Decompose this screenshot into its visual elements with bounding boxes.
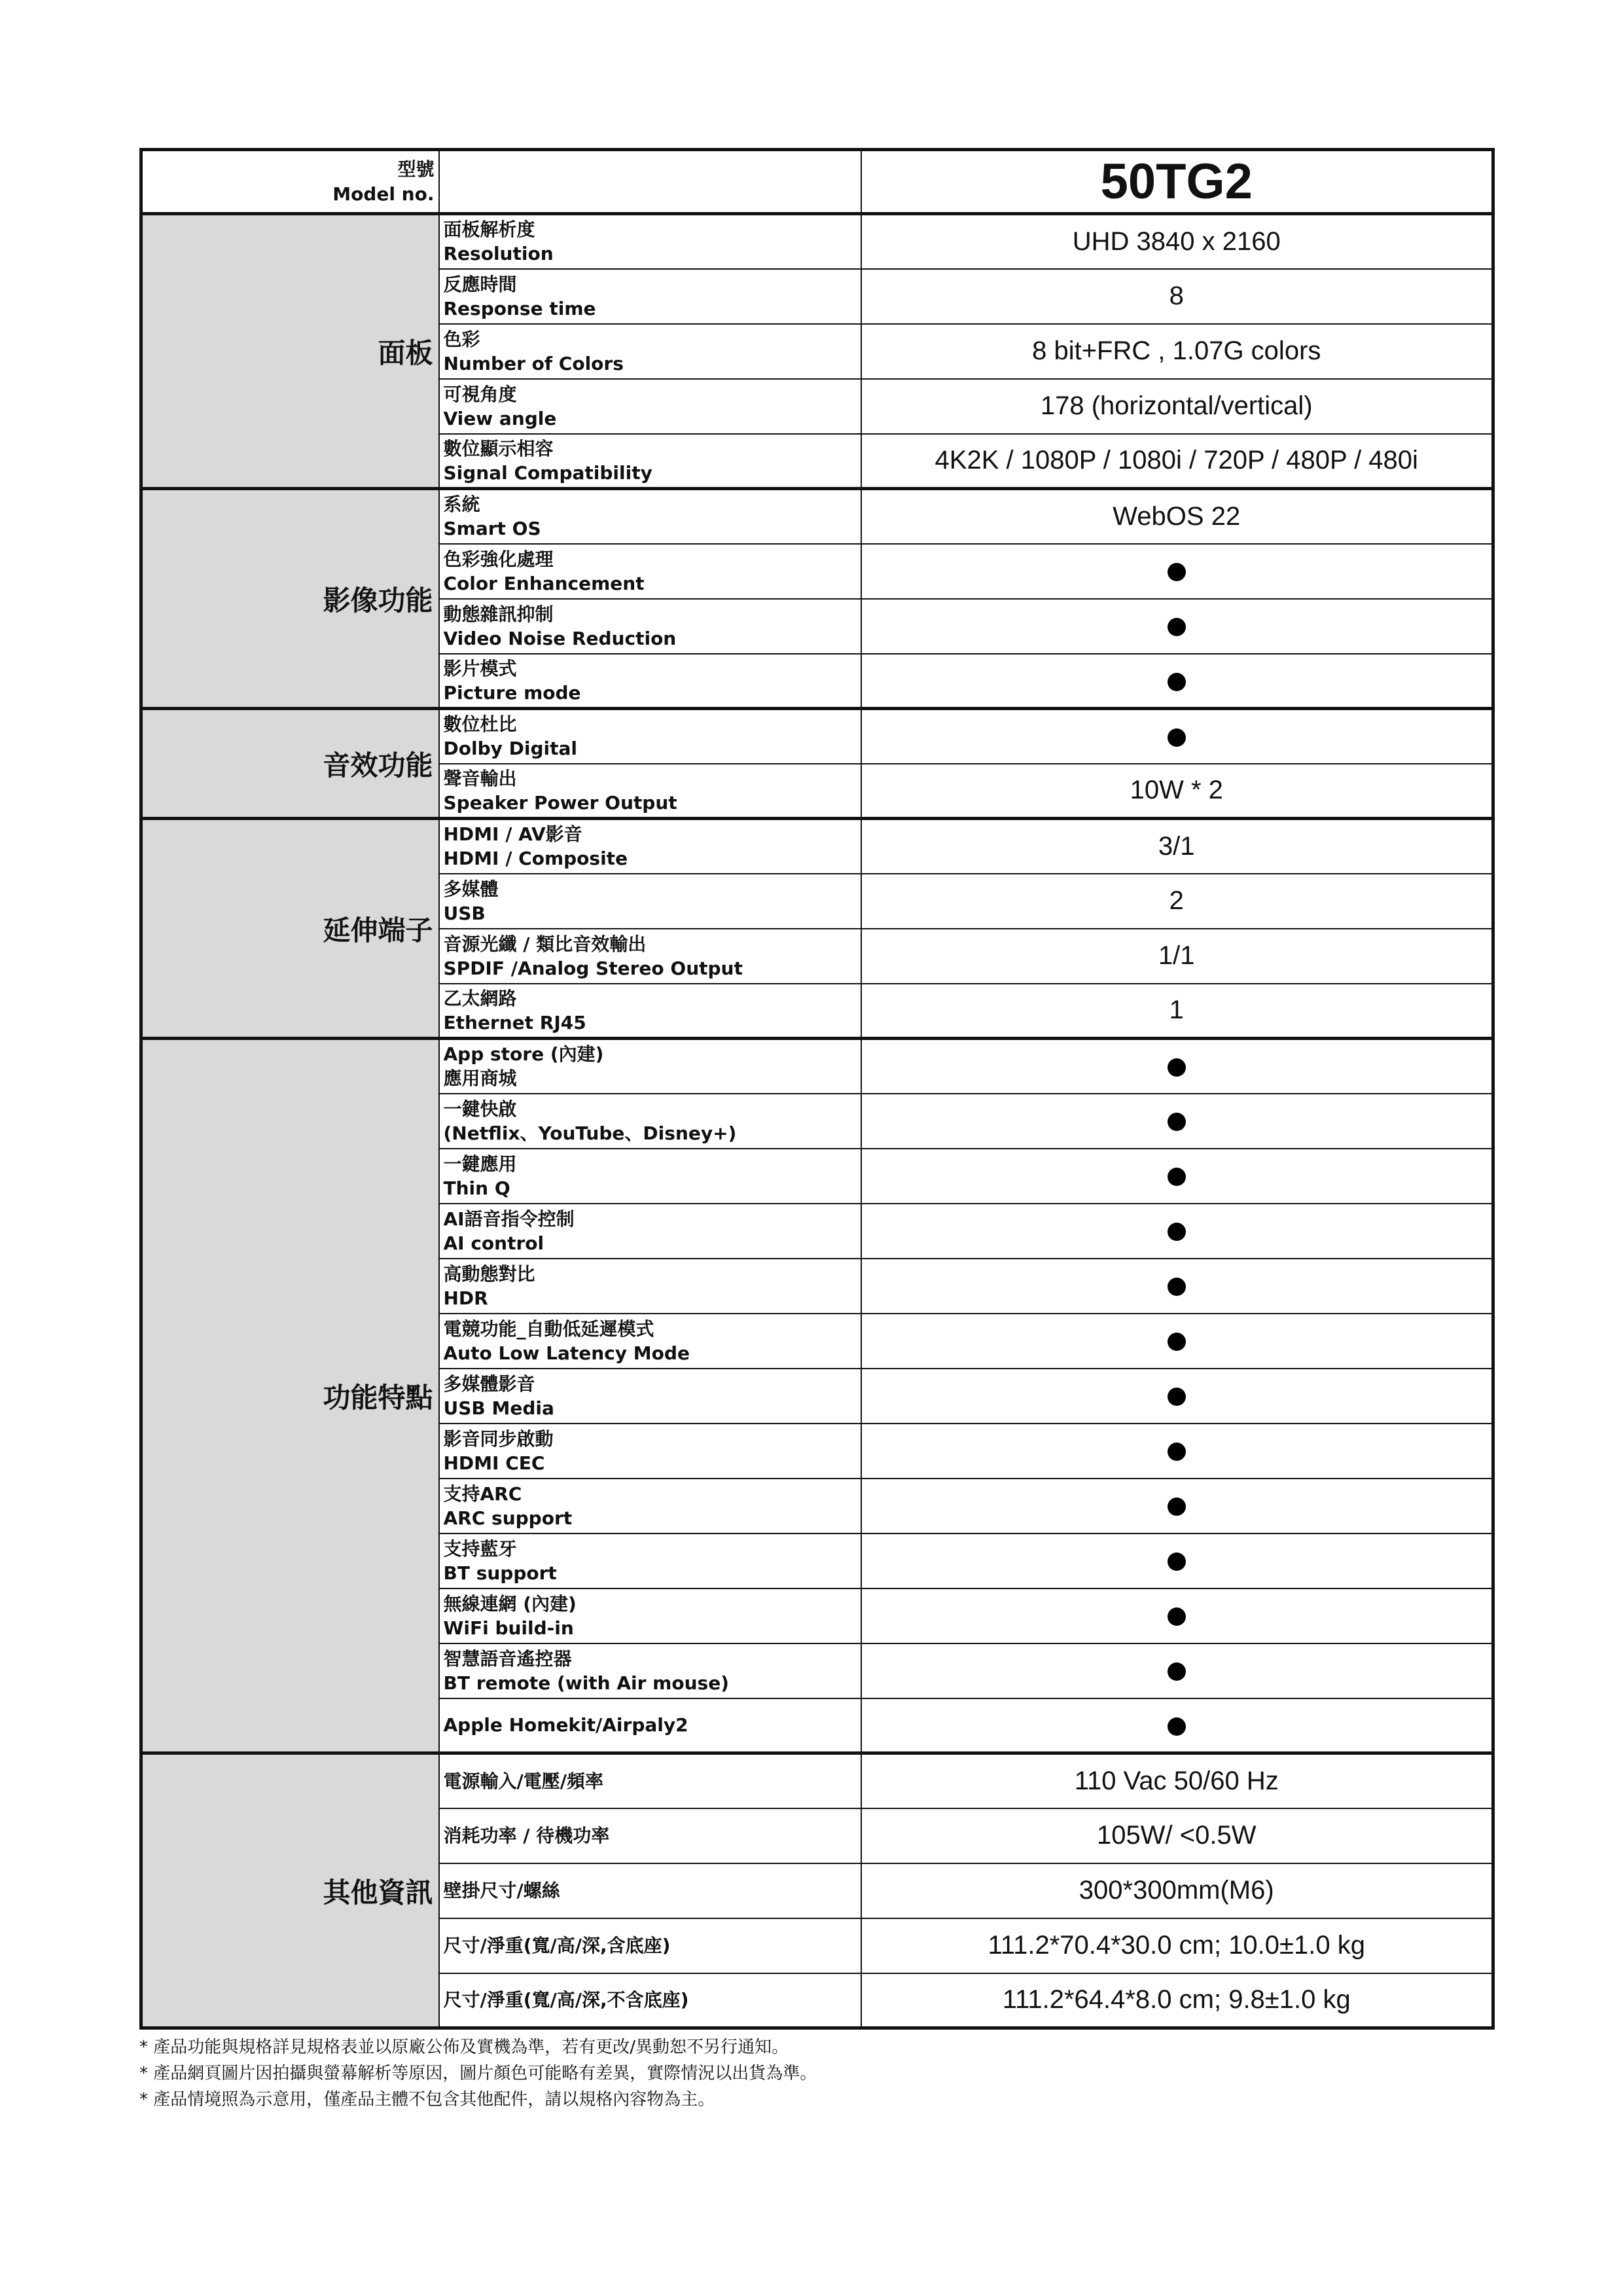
feature-cell bbox=[439, 599, 861, 654]
feature-name-zh: 反應時間 bbox=[443, 273, 517, 295]
feature-name-zh: 電源輸入/電壓/頻率 bbox=[443, 1770, 603, 1792]
feature-cell bbox=[439, 1808, 861, 1863]
footnotes bbox=[139, 2034, 1491, 2113]
model-header-row bbox=[141, 150, 1493, 214]
feature-name-zh: 影音同步啟動 bbox=[443, 1427, 554, 1450]
feature-cell bbox=[439, 929, 861, 984]
feature-cell bbox=[439, 1643, 861, 1698]
feature-name-en: Auto Low Latency Mode bbox=[443, 1342, 690, 1364]
feature-name-zh: 聲音輸出 bbox=[443, 767, 517, 789]
feature-name-zh: HDMI / AV影音 bbox=[443, 823, 582, 846]
supported-dot-icon bbox=[1168, 1333, 1186, 1351]
feature-name-zh: 電競功能_自動低延遲模式 bbox=[443, 1318, 654, 1340]
feature-name-en: Signal Compatibility bbox=[443, 461, 652, 484]
feature-name-zh: 數位顯示相容 bbox=[443, 437, 554, 459]
feature-name-en: HDR bbox=[443, 1287, 488, 1309]
feature-name-zh: 數位杜比 bbox=[443, 713, 517, 736]
feature-name-en: Apple Homekit/Airpaly2 bbox=[443, 1714, 688, 1736]
feature-name-en: Color Enhancement bbox=[443, 572, 645, 594]
spec-value: 3/1 bbox=[861, 819, 1493, 874]
footnote: * 產品情境照為示意用，僅產品主體不包含其他配件，請以規格內容物為主。 bbox=[139, 2090, 715, 2109]
feature-name-en: 應用商城 bbox=[443, 1067, 517, 1090]
model-blank-cell bbox=[439, 150, 861, 214]
feature-cell bbox=[439, 489, 861, 544]
feature-name-en: Resolution bbox=[443, 243, 554, 265]
feature-cell bbox=[439, 874, 861, 929]
category-label: 面板 bbox=[141, 214, 439, 489]
spec-row bbox=[141, 489, 1493, 544]
spec-value bbox=[861, 1534, 1493, 1588]
feature-cell bbox=[439, 1534, 861, 1588]
feature-cell bbox=[439, 1259, 861, 1314]
supported-dot-icon bbox=[1168, 1113, 1186, 1131]
feature-cell bbox=[439, 1973, 861, 2028]
supported-dot-icon bbox=[1168, 1552, 1186, 1571]
spec-value: UHD 3840 x 2160 bbox=[861, 214, 1493, 269]
feature-name-zh: 智慧語音遙控器 bbox=[443, 1647, 572, 1670]
supported-dot-icon bbox=[1168, 1443, 1186, 1461]
spec-value bbox=[861, 544, 1493, 599]
spec-value bbox=[861, 1698, 1493, 1753]
supported-dot-icon bbox=[1168, 1717, 1186, 1736]
supported-dot-icon bbox=[1168, 1223, 1186, 1241]
spec-value bbox=[861, 599, 1493, 654]
spec-value bbox=[861, 1369, 1493, 1424]
feature-cell bbox=[439, 1314, 861, 1369]
spec-value bbox=[861, 1314, 1493, 1369]
spec-value: 1/1 bbox=[861, 929, 1493, 984]
spec-value bbox=[861, 1588, 1493, 1643]
spec-value bbox=[861, 1204, 1493, 1259]
feature-name-en: AI control bbox=[443, 1232, 544, 1254]
supported-dot-icon bbox=[1168, 1498, 1186, 1516]
feature-name-zh: 無線連網 (內建) bbox=[443, 1592, 577, 1615]
feature-name-en: SPDIF /Analog Stereo Output bbox=[443, 957, 743, 979]
spec-value: 110 Vac 50/60 Hz bbox=[861, 1753, 1493, 1808]
feature-name-zh: App store (內建) bbox=[443, 1043, 604, 1066]
supported-dot-icon bbox=[1168, 1388, 1186, 1406]
spec-row bbox=[141, 214, 1493, 269]
feature-name-en: BT support bbox=[443, 1562, 557, 1584]
feature-name-en: Number of Colors bbox=[443, 352, 624, 374]
feature-cell bbox=[439, 434, 861, 489]
feature-name-en: Picture mode bbox=[443, 681, 581, 704]
feature-name-zh: 系統 bbox=[443, 493, 480, 516]
spec-row bbox=[141, 819, 1493, 874]
spec-value: 1 bbox=[861, 984, 1493, 1039]
feature-cell bbox=[439, 1369, 861, 1424]
feature-name-zh: 多媒體影音 bbox=[443, 1372, 535, 1395]
feature-cell bbox=[439, 379, 861, 434]
feature-name-en: USB Media bbox=[443, 1397, 554, 1419]
feature-name-zh: 可視角度 bbox=[443, 383, 517, 405]
supported-dot-icon bbox=[1168, 618, 1186, 636]
spec-value: 4K2K / 1080P / 1080i / 720P / 480P / 480i bbox=[861, 434, 1493, 489]
spec-value bbox=[861, 1643, 1493, 1698]
feature-cell bbox=[439, 764, 861, 819]
feature-name-en: Thin Q bbox=[443, 1177, 510, 1199]
feature-name-zh: 高動態對比 bbox=[443, 1263, 535, 1285]
supported-dot-icon bbox=[1168, 1607, 1186, 1626]
feature-name-en: Dolby Digital bbox=[443, 738, 577, 760]
footnote: * 產品功能與規格詳見規格表並以原廠公佈及實機為準，若有更改/異動恕不另行通知。 bbox=[139, 2037, 789, 2057]
supported-dot-icon bbox=[1168, 673, 1186, 691]
spec-value: 300*300mm(M6) bbox=[861, 1863, 1493, 1918]
spec-value: 111.2*70.4*30.0 cm; 10.0±1.0 kg bbox=[861, 1918, 1493, 1973]
feature-name-zh: 支持ARC bbox=[443, 1482, 522, 1505]
feature-cell bbox=[439, 1204, 861, 1259]
feature-cell bbox=[439, 1479, 861, 1534]
feature-cell bbox=[439, 214, 861, 269]
feature-name-zh: 多媒體 bbox=[443, 878, 499, 900]
spec-row bbox=[141, 1753, 1493, 1808]
feature-name-zh: 消耗功率 / 待機功率 bbox=[443, 1825, 610, 1846]
feature-name-zh: 色彩 bbox=[443, 328, 480, 350]
spec-value bbox=[861, 1149, 1493, 1204]
feature-cell bbox=[439, 1039, 861, 1094]
feature-name-en: ARC support bbox=[443, 1507, 573, 1529]
spec-value: 8 bit+FRC , 1.07G colors bbox=[861, 324, 1493, 379]
feature-name-en: Smart OS bbox=[443, 518, 541, 540]
spec-value bbox=[861, 1259, 1493, 1314]
spec-value: 8 bbox=[861, 269, 1493, 324]
spec-value bbox=[861, 1094, 1493, 1149]
category-label: 延伸端子 bbox=[141, 819, 439, 1039]
feature-cell bbox=[439, 324, 861, 379]
feature-cell bbox=[439, 1863, 861, 1918]
feature-name-en: View angle bbox=[443, 407, 557, 429]
spec-value: WebOS 22 bbox=[861, 489, 1493, 544]
supported-dot-icon bbox=[1168, 1058, 1186, 1077]
category-label: 其他資訊 bbox=[141, 1753, 439, 2028]
feature-name-zh: 面板解析度 bbox=[443, 219, 535, 241]
feature-cell bbox=[439, 654, 861, 709]
feature-name-en: HDMI CEC bbox=[443, 1452, 545, 1474]
feature-name-zh: 尺寸/淨重(寬/高/深,不含底座) bbox=[443, 1989, 689, 2011]
footnote: * 產品網頁圖片因拍攝與螢幕解析等原因，圖片顏色可能略有差異，實際情況以出貨為準。 bbox=[139, 2064, 817, 2083]
spec-value bbox=[861, 709, 1493, 764]
spec-row bbox=[141, 1039, 1493, 1094]
feature-name-en: Speaker Power Output bbox=[443, 791, 677, 814]
feature-name-en: (Netflix、YouTube、Disney+) bbox=[443, 1122, 737, 1144]
spec-value: 105W/ <0.5W bbox=[861, 1808, 1493, 1863]
spec-value bbox=[861, 1479, 1493, 1534]
feature-cell bbox=[439, 709, 861, 764]
spec-value bbox=[861, 654, 1493, 709]
feature-cell bbox=[439, 1149, 861, 1204]
feature-cell bbox=[439, 984, 861, 1039]
supported-dot-icon bbox=[1168, 1168, 1186, 1186]
feature-name-zh: 壁掛尺寸/螺絲 bbox=[443, 1880, 560, 1901]
feature-name-zh: 影片模式 bbox=[443, 657, 517, 679]
supported-dot-icon bbox=[1168, 1278, 1186, 1296]
feature-cell bbox=[439, 269, 861, 324]
feature-name-en: Ethernet RJ45 bbox=[443, 1011, 586, 1033]
category-label: 影像功能 bbox=[141, 489, 439, 709]
model-number: 50TG2 bbox=[861, 150, 1493, 214]
feature-name-zh: 一鍵快啟 bbox=[443, 1098, 517, 1120]
category-label: 功能特點 bbox=[141, 1039, 439, 1753]
feature-name-en: Response time bbox=[443, 297, 596, 319]
feature-name-en: Video Noise Reduction bbox=[443, 627, 677, 649]
category-label: 音效功能 bbox=[141, 709, 439, 819]
feature-cell bbox=[439, 1094, 861, 1149]
feature-name-zh: 尺寸/淨重(寬/高/深,含底座) bbox=[443, 1935, 671, 1956]
model-label-en: Model no. bbox=[332, 183, 435, 205]
feature-name-zh: 色彩強化處理 bbox=[443, 548, 554, 570]
feature-cell bbox=[439, 1753, 861, 1808]
spec-value: 178 (horizontal/vertical) bbox=[861, 379, 1493, 434]
feature-name-en: WiFi build-in bbox=[443, 1617, 574, 1639]
feature-name-zh: 一鍵應用 bbox=[443, 1153, 517, 1175]
supported-dot-icon bbox=[1168, 563, 1186, 581]
feature-cell bbox=[439, 544, 861, 599]
feature-name-zh: 音源光纖 / 類比音效輸出 bbox=[443, 933, 647, 955]
supported-dot-icon bbox=[1168, 728, 1186, 747]
supported-dot-icon bbox=[1168, 1662, 1186, 1681]
feature-cell bbox=[439, 1588, 861, 1643]
spec-value bbox=[861, 1424, 1493, 1479]
feature-name-en: HDMI / Composite bbox=[443, 848, 628, 870]
feature-name-zh: AI語音指令控制 bbox=[443, 1208, 575, 1230]
spec-value: 10W * 2 bbox=[861, 764, 1493, 819]
feature-cell bbox=[439, 1698, 861, 1753]
feature-name-zh: 乙太網路 bbox=[443, 987, 517, 1009]
feature-cell bbox=[439, 819, 861, 874]
feature-name-zh: 支持藍牙 bbox=[443, 1537, 517, 1560]
spec-value: 2 bbox=[861, 874, 1493, 929]
feature-cell bbox=[439, 1918, 861, 1973]
model-label-zh: 型號 bbox=[397, 158, 435, 180]
model-label-cell bbox=[141, 150, 439, 214]
spec-value bbox=[861, 1039, 1493, 1094]
feature-cell bbox=[439, 1424, 861, 1479]
feature-name-en: USB bbox=[443, 902, 486, 924]
feature-name-en: BT remote (with Air mouse) bbox=[443, 1672, 729, 1694]
spec-table bbox=[139, 148, 1495, 2030]
spec-row bbox=[141, 709, 1493, 764]
spec-value: 111.2*64.4*8.0 cm; 9.8±1.0 kg bbox=[861, 1973, 1493, 2028]
feature-name-zh: 動態雜訊抑制 bbox=[443, 603, 554, 625]
